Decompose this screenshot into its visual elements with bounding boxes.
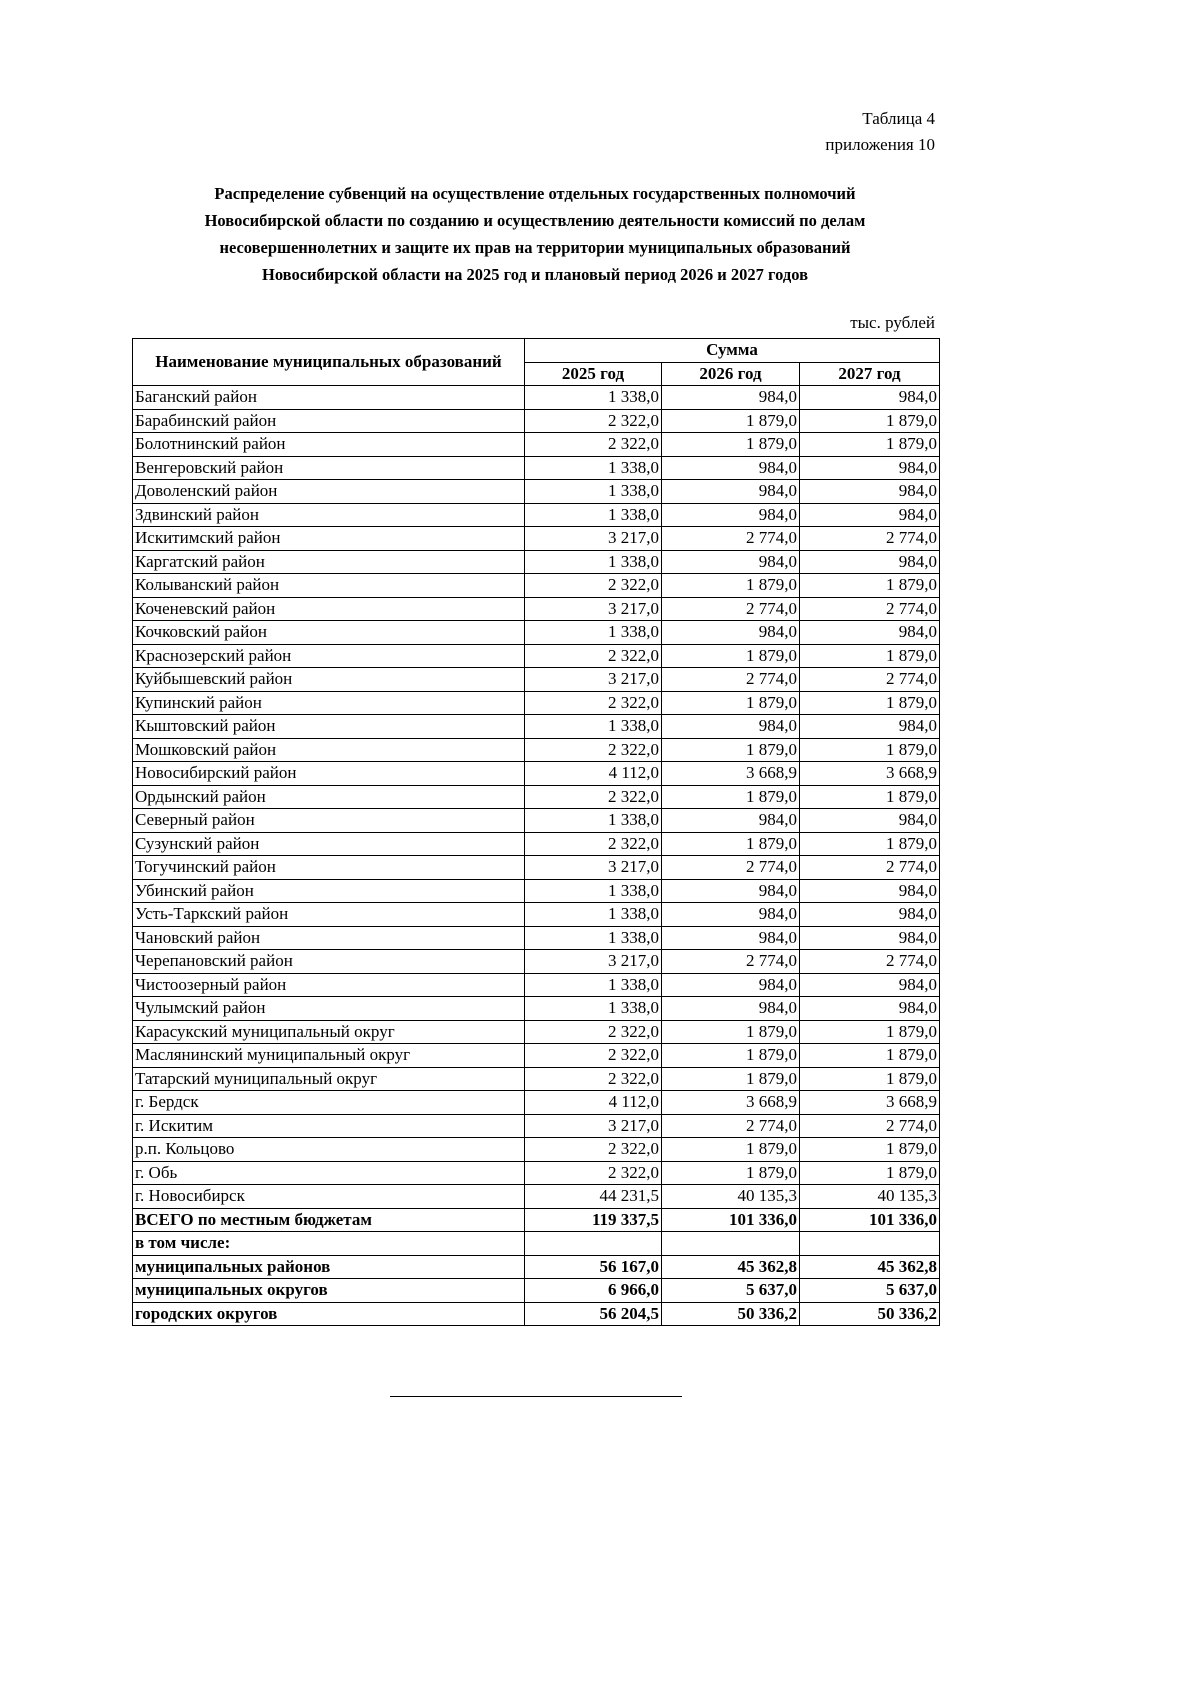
amount-2026: 984,0 [662,973,800,997]
amount-2025: 1 338,0 [525,973,662,997]
amount-2025: 2 322,0 [525,644,662,668]
table-row [133,1114,940,1138]
table-row [133,1091,940,1115]
amount-2026: 1 879,0 [662,785,800,809]
amount-2025 [525,1232,662,1256]
table-row [133,433,940,457]
table-row [133,621,940,645]
amount-2025: 2 322,0 [525,1020,662,1044]
amount-2026: 2 774,0 [662,1114,800,1138]
amount-2027: 1 879,0 [800,1161,940,1185]
amount-2025: 1 338,0 [525,503,662,527]
amount-2025: 4 112,0 [525,762,662,786]
table-row [133,1161,940,1185]
municipality-name: Куйбышевский район [133,668,525,692]
table-row [133,973,940,997]
amount-2025: 4 112,0 [525,1091,662,1115]
table-row [133,715,940,739]
amount-2026: 1 879,0 [662,409,800,433]
amount-2025: 1 338,0 [525,715,662,739]
amount-2027: 2 774,0 [800,527,940,551]
table-row [133,1067,940,1091]
amount-2027: 40 135,3 [800,1185,940,1209]
amount-2025: 1 338,0 [525,903,662,927]
table-header-row [133,339,940,363]
amount-2027: 984,0 [800,503,940,527]
amount-2025: 3 217,0 [525,668,662,692]
amount-2027: 101 336,0 [800,1208,940,1232]
municipality-name: Каргатский район [133,550,525,574]
amount-2026: 1 879,0 [662,433,800,457]
amount-2026: 1 879,0 [662,574,800,598]
municipality-name: Карасукский муниципальный округ [133,1020,525,1044]
amount-2027: 984,0 [800,809,940,833]
municipality-name: Маслянинский муниципальный округ [133,1044,525,1068]
municipality-name: Кыштовский район [133,715,525,739]
municipality-name: Колыванский район [133,574,525,598]
amount-2025: 2 322,0 [525,691,662,715]
amount-2027: 1 879,0 [800,574,940,598]
amount-2025: 3 217,0 [525,527,662,551]
amount-2026: 984,0 [662,903,800,927]
amount-2026: 984,0 [662,715,800,739]
municipality-name: Татарский муниципальный округ [133,1067,525,1091]
table-row [133,503,940,527]
amount-2025: 1 338,0 [525,621,662,645]
amount-2027: 1 879,0 [800,433,940,457]
amount-2026: 1 879,0 [662,1138,800,1162]
table-row [133,597,940,621]
amount-2025: 1 338,0 [525,926,662,950]
municipality-name: Болотнинский район [133,433,525,457]
municipality-name: Доволенский район [133,480,525,504]
municipality-name: муниципальных районов [133,1255,525,1279]
amount-2026: 984,0 [662,503,800,527]
amount-2027: 984,0 [800,879,940,903]
amount-2026: 984,0 [662,997,800,1021]
amount-2027: 984,0 [800,973,940,997]
municipality-name: г. Обь [133,1161,525,1185]
table-row [133,480,940,504]
amount-2026: 984,0 [662,879,800,903]
table-row [133,1020,940,1044]
amount-2026: 1 879,0 [662,1161,800,1185]
amount-2026: 1 879,0 [662,1020,800,1044]
amount-2026: 984,0 [662,480,800,504]
table-row [133,456,940,480]
amount-2027: 2 774,0 [800,597,940,621]
amount-2027: 5 637,0 [800,1279,940,1303]
table-row [133,926,940,950]
column-header-2026: 2026 год [662,362,800,386]
municipality-name: р.п. Кольцово [133,1138,525,1162]
amount-2027: 984,0 [800,550,940,574]
table-row [133,1138,940,1162]
amount-2027: 984,0 [800,621,940,645]
municipality-name: г. Бердск [133,1091,525,1115]
amount-2025: 56 204,5 [525,1302,662,1326]
amount-2026: 984,0 [662,621,800,645]
table-row [133,668,940,692]
municipality-name: Чистоозерный район [133,973,525,997]
column-header-name: Наименование муниципальных образований [133,339,525,386]
amount-2026: 1 879,0 [662,691,800,715]
amount-2026: 2 774,0 [662,856,800,880]
amount-2025: 2 322,0 [525,832,662,856]
municipality-name: городских округов [133,1302,525,1326]
amount-2026: 1 879,0 [662,1044,800,1068]
amount-2027: 1 879,0 [800,409,940,433]
amount-2026: 40 135,3 [662,1185,800,1209]
appendix-reference: приложения 10 [825,135,935,154]
amount-2027: 1 879,0 [800,1044,940,1068]
municipality-name: Венгеровский район [133,456,525,480]
column-header-2027: 2027 год [800,362,940,386]
municipality-name: Краснозерский район [133,644,525,668]
table-row [133,574,940,598]
amount-2026: 1 879,0 [662,738,800,762]
amount-2025: 1 338,0 [525,879,662,903]
amount-2026: 2 774,0 [662,527,800,551]
table-row [133,1302,940,1326]
municipality-name: Баганский район [133,386,525,410]
amount-2026: 984,0 [662,456,800,480]
municipality-name: Северный район [133,809,525,833]
amount-2025: 1 338,0 [525,386,662,410]
table-row [133,785,940,809]
table-row [133,738,940,762]
table-row [133,809,940,833]
amount-2026: 50 336,2 [662,1302,800,1326]
amount-2027: 2 774,0 [800,668,940,692]
municipality-name: Купинский район [133,691,525,715]
amount-2025: 2 322,0 [525,1044,662,1068]
amount-2026: 101 336,0 [662,1208,800,1232]
amount-2026: 984,0 [662,926,800,950]
amount-2027: 2 774,0 [800,1114,940,1138]
amount-2027 [800,1232,940,1256]
municipality-name: Барабинский район [133,409,525,433]
table-row [133,903,940,927]
column-header-sum: Сумма [525,339,940,363]
amount-2027: 1 879,0 [800,738,940,762]
amount-2025: 2 322,0 [525,1161,662,1185]
municipality-name: г. Искитим [133,1114,525,1138]
table-row [133,1044,940,1068]
amount-2027: 984,0 [800,715,940,739]
amount-2027: 1 879,0 [800,785,940,809]
amount-2025: 2 322,0 [525,433,662,457]
amount-2025: 44 231,5 [525,1185,662,1209]
amount-2025: 1 338,0 [525,809,662,833]
amount-2026: 2 774,0 [662,597,800,621]
amount-2026: 5 637,0 [662,1279,800,1303]
amount-2027: 984,0 [800,386,940,410]
amount-2025: 2 322,0 [525,738,662,762]
amount-2027: 2 774,0 [800,950,940,974]
amount-2027: 1 879,0 [800,832,940,856]
amount-2025: 1 338,0 [525,480,662,504]
title-line: несовершеннолетних и защите их прав на территории муниципальных образований [219,238,851,257]
table-row [133,1185,940,1209]
amount-2025: 3 217,0 [525,597,662,621]
municipality-name: Убинский район [133,879,525,903]
table-row [133,1208,940,1232]
amount-2027: 2 774,0 [800,856,940,880]
amount-2026: 2 774,0 [662,950,800,974]
title-line: Новосибирской области на 2025 год и плановый период 2026 и 2027 годов [262,265,808,284]
table-row [133,644,940,668]
amount-2027: 1 879,0 [800,1020,940,1044]
table-row [133,409,940,433]
amount-2025: 1 338,0 [525,997,662,1021]
municipality-name: Усть-Таркский район [133,903,525,927]
table-row [133,997,940,1021]
amount-2026: 1 879,0 [662,1067,800,1091]
table-row [133,832,940,856]
amount-2025: 2 322,0 [525,1138,662,1162]
table-row [133,856,940,880]
document-title [130,180,940,288]
table-row [133,1279,940,1303]
municipality-name: Коченевский район [133,597,525,621]
amount-2026: 3 668,9 [662,762,800,786]
municipality-name: Чановский район [133,926,525,950]
municipality-name: Сузунский район [133,832,525,856]
amount-2026 [662,1232,800,1256]
municipality-name: г. Новосибирск [133,1185,525,1209]
amount-2027: 3 668,9 [800,762,940,786]
amount-2025: 1 338,0 [525,550,662,574]
amount-2025: 2 322,0 [525,785,662,809]
units-label: тыс. рублей [850,313,935,332]
municipality-name: Тогучинский район [133,856,525,880]
table-reference: Таблица 4 [862,109,935,128]
amount-2027: 984,0 [800,997,940,1021]
amount-2026: 1 879,0 [662,644,800,668]
amount-2025: 56 167,0 [525,1255,662,1279]
amount-2027: 984,0 [800,926,940,950]
table-row [133,1232,940,1256]
column-header-2025: 2025 год [525,362,662,386]
amount-2025: 119 337,5 [525,1208,662,1232]
table-row [133,950,940,974]
subvention-table [132,338,940,1326]
amount-2025: 3 217,0 [525,1114,662,1138]
amount-2027: 984,0 [800,903,940,927]
amount-2025: 3 217,0 [525,950,662,974]
table-row [133,527,940,551]
table-row [133,879,940,903]
amount-2025: 2 322,0 [525,1067,662,1091]
amount-2027: 1 879,0 [800,1067,940,1091]
municipality-name: Мошковский район [133,738,525,762]
municipality-name: Ордынский район [133,785,525,809]
amount-2026: 1 879,0 [662,832,800,856]
municipality-name: Новосибирский район [133,762,525,786]
amount-2025: 6 966,0 [525,1279,662,1303]
amount-2026: 3 668,9 [662,1091,800,1115]
amount-2026: 984,0 [662,550,800,574]
amount-2027: 984,0 [800,480,940,504]
footer-divider [390,1396,682,1397]
municipality-name: Искитимский район [133,527,525,551]
amount-2027: 45 362,8 [800,1255,940,1279]
table-row [133,1255,940,1279]
amount-2027: 1 879,0 [800,691,940,715]
municipality-name: Чулымский район [133,997,525,1021]
amount-2027: 984,0 [800,456,940,480]
table-row [133,550,940,574]
amount-2025: 1 338,0 [525,456,662,480]
amount-2027: 3 668,9 [800,1091,940,1115]
table-row [133,762,940,786]
table-body [133,386,940,1326]
amount-2026: 984,0 [662,809,800,833]
amount-2025: 2 322,0 [525,574,662,598]
title-line: Распределение субвенций на осуществление отдельных государственных полномочий [214,184,856,203]
table-row [133,691,940,715]
amount-2027: 50 336,2 [800,1302,940,1326]
amount-2026: 45 362,8 [662,1255,800,1279]
amount-2025: 2 322,0 [525,409,662,433]
amount-2025: 3 217,0 [525,856,662,880]
municipality-name: в том числе: [133,1232,525,1256]
amount-2026: 2 774,0 [662,668,800,692]
amount-2026: 984,0 [662,386,800,410]
municipality-name: Черепановский район [133,950,525,974]
municipality-name: Здвинский район [133,503,525,527]
amount-2027: 1 879,0 [800,1138,940,1162]
municipality-name: Кочковский район [133,621,525,645]
table-row [133,386,940,410]
municipality-name: ВСЕГО по местным бюджетам [133,1208,525,1232]
amount-2027: 1 879,0 [800,644,940,668]
title-line: Новосибирской области по созданию и осуществлению деятельности комиссий по делам [204,211,866,230]
municipality-name: муниципальных округов [133,1279,525,1303]
